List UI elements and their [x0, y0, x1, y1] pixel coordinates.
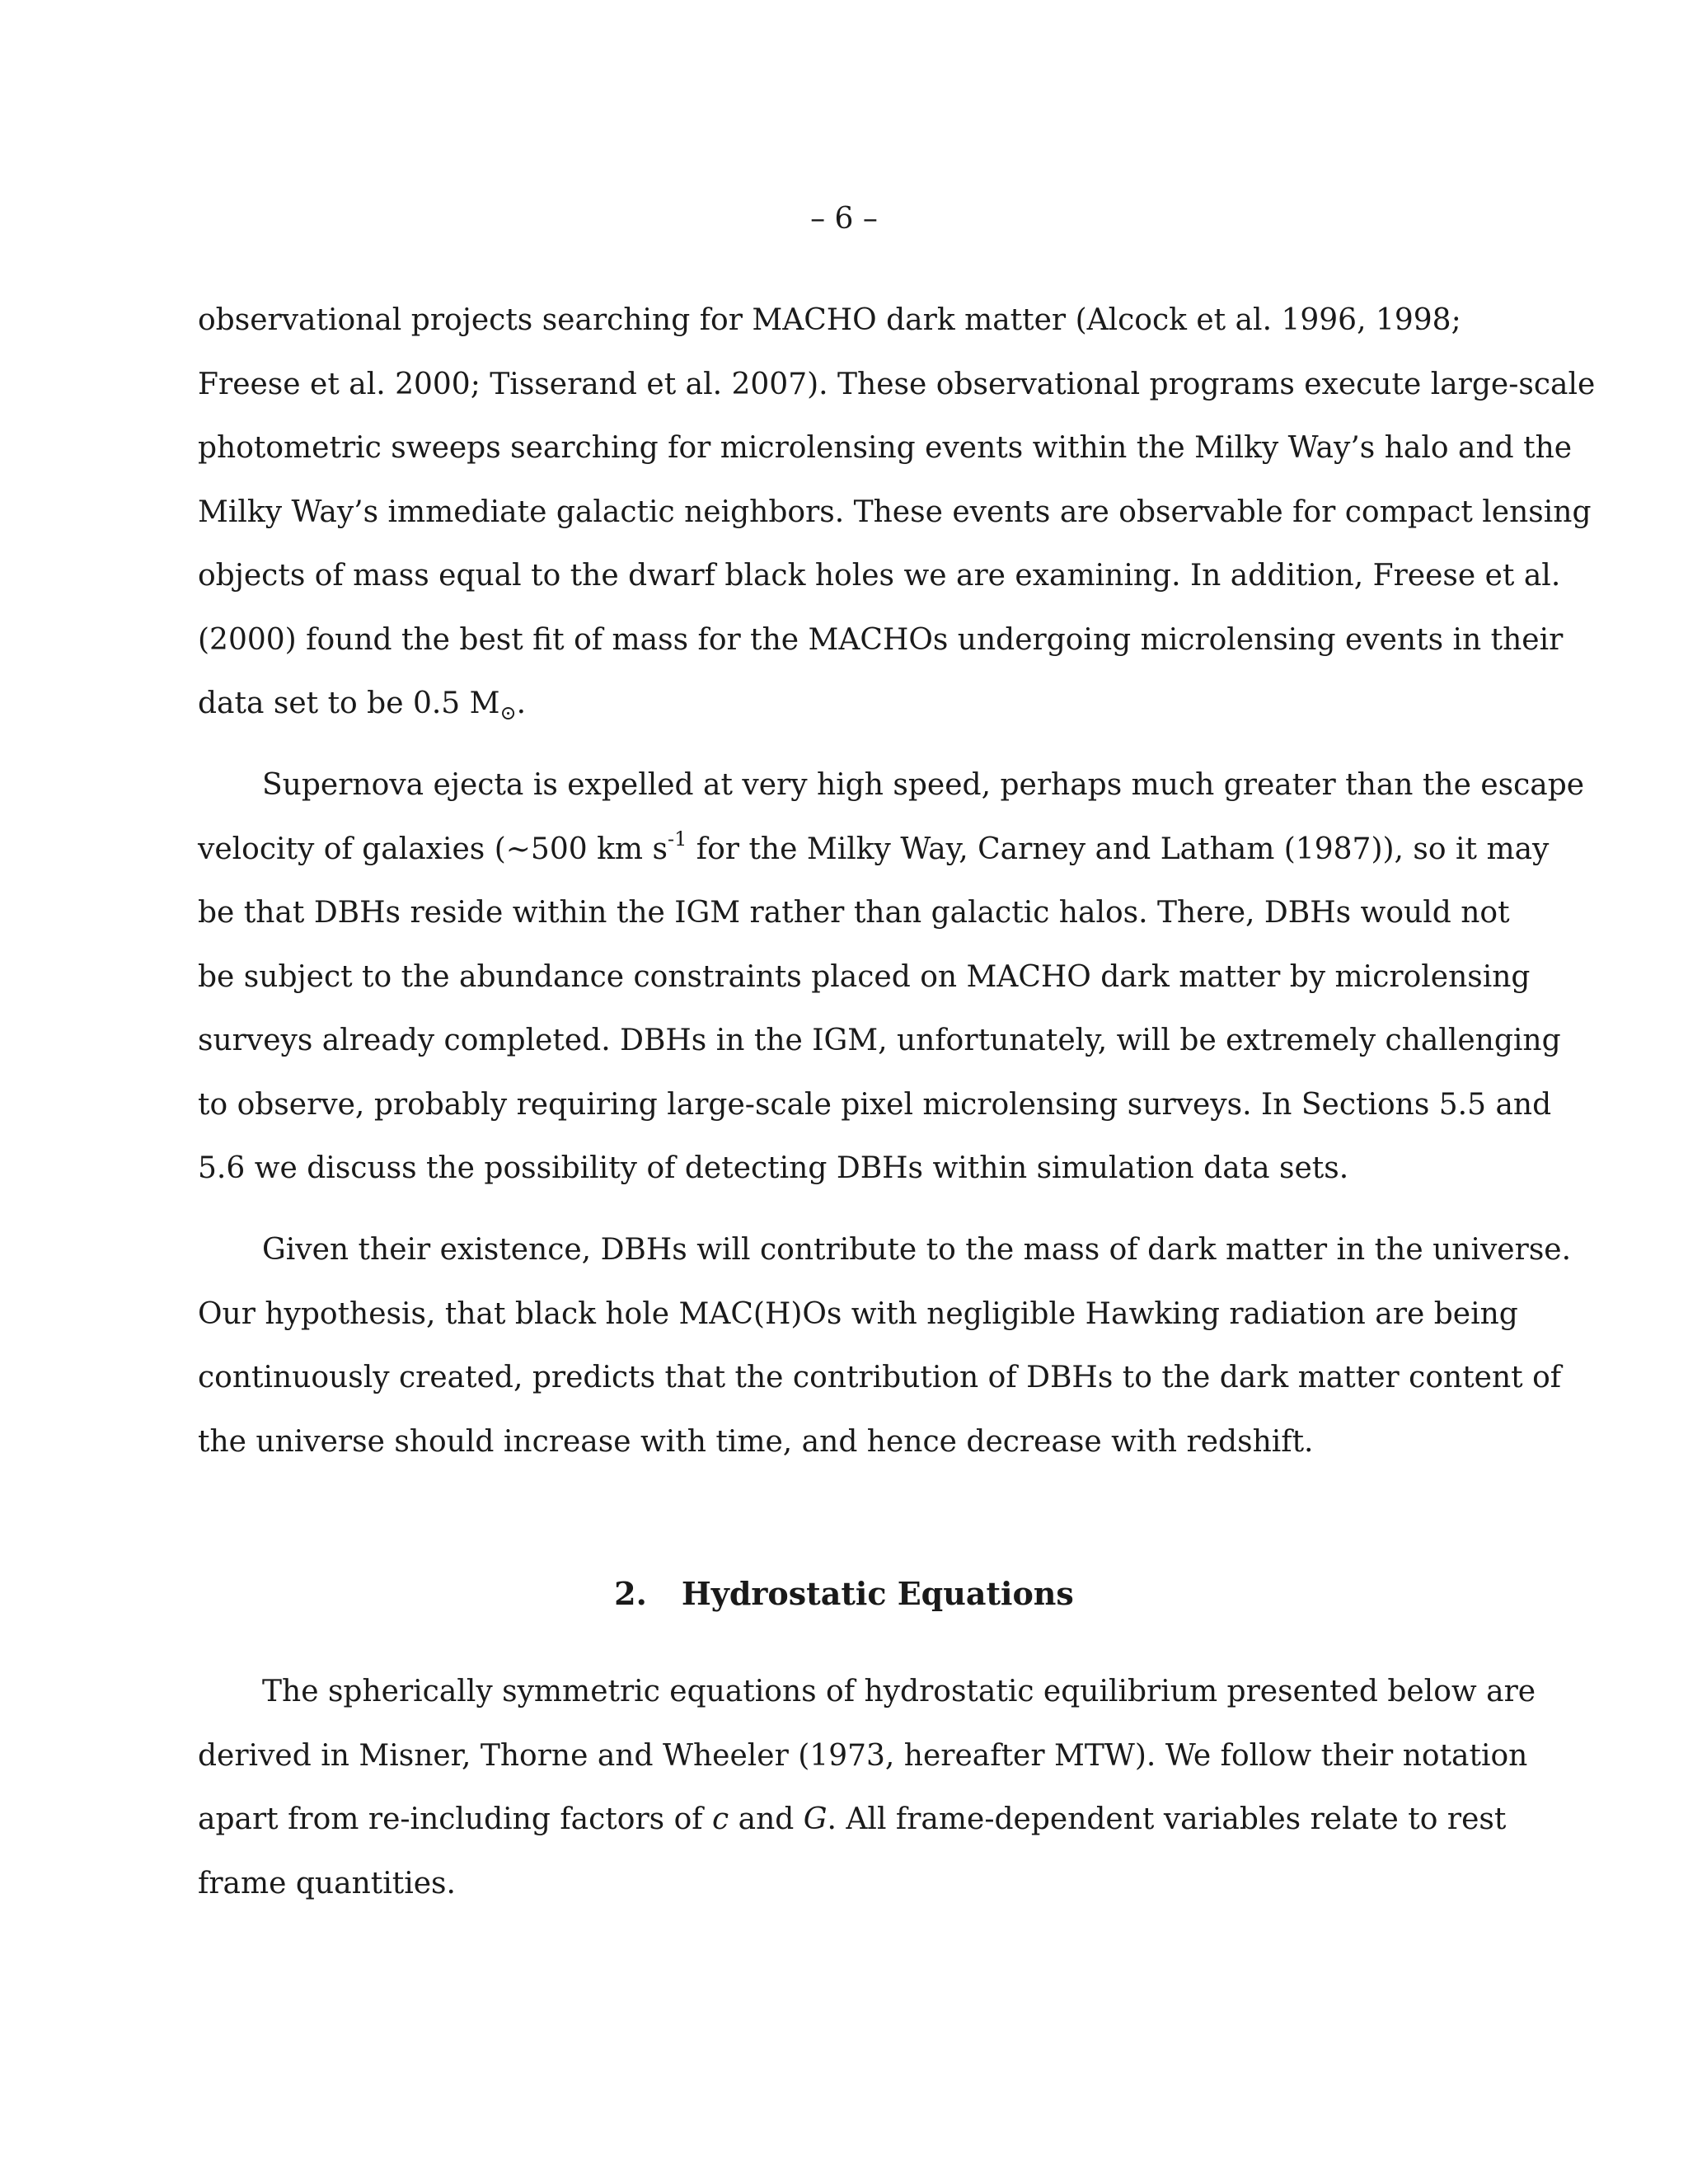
paragraph-line: observational projects searching for MACHO dark matter (Alcock et al. 1996, 1998; [198, 303, 1461, 337]
paragraph-line [198, 818, 1550, 882]
math-symbol-c: c [712, 1802, 729, 1836]
paragraph-line: derived in Misner, Thorne and Wheeler (1973, hereafter MTW). We follow their notation [198, 1738, 1528, 1773]
text-run: . [516, 687, 527, 720]
paragraph-line: Given their existence, DBHs will contribute to the mass of dark matter in the universe. [262, 1233, 1572, 1267]
paragraph-line: be subject to the abundance constraints placed on MACHO dark matter by microlensing [198, 959, 1531, 994]
page-number: – 6 – [810, 202, 878, 236]
text-run: data set to be 0.5 M [198, 687, 500, 720]
text-run: velocity of galaxies (∼500 km s [198, 832, 668, 866]
paragraph-line: Milky Way’s immediate galactic neighbors. These events are observable for compact lensing [198, 494, 1592, 529]
paragraph-line: Supernova ejecta is expelled at very high speed, perhaps much greater than the escape [262, 768, 1585, 802]
paragraph-4 [198, 1660, 1536, 1915]
section-heading [0, 1569, 1688, 1619]
paragraph-line: the universe should increase with time, and hence decrease with redshift. [198, 1424, 1314, 1459]
paragraph-line [198, 672, 1492, 736]
paragraph-3 [198, 1218, 1572, 1474]
paragraph-line: The spherically symmetric equations of hydrostatic equilibrium presented below are [262, 1675, 1536, 1708]
paragraph-line: frame quantities. [198, 1866, 456, 1900]
paragraph-line: surveys already completed. DBHs in the IGM, unfortunately, will be extremely challenging [198, 1024, 1561, 1057]
paragraph-line: photometric sweeps searching for microlensing events within the Milky Way’s halo and the [198, 431, 1573, 465]
paragraph-1 [198, 288, 1596, 736]
paragraph-line: continuously created, predicts that the contribution of DBHs to the dark matter content of [198, 1361, 1562, 1394]
exponent-superscript: -1 [667, 827, 687, 851]
paragraph-line [198, 1788, 1507, 1852]
text-run: apart from re-including factors of [198, 1802, 713, 1836]
paragraph-line: objects of mass equal to the dwarf black holes we are examining. In addition, Freese et al. [198, 559, 1561, 593]
paragraph-line: Our hypothesis, that black hole MAC(H)Os with negligible Hawking radiation are being [198, 1296, 1518, 1331]
paragraph-2 [198, 753, 1585, 1201]
text-run: and [729, 1802, 804, 1836]
section-number: 2. [614, 1575, 647, 1612]
text-run: . All frame-dependent variables relate to rest [827, 1802, 1507, 1836]
paragraph-line: be that DBHs reside within the IGM rather than galactic halos. There, DBHs would not [198, 896, 1510, 930]
solar-mass-subscript: ⊙ [499, 701, 517, 724]
paragraph-line: 5.6 we discuss the possibility of detecting DBHs within simulation data sets. [198, 1151, 1349, 1185]
text-run: for the Milky Way, Carney and Latham (1987)), so it may [687, 832, 1550, 866]
section-title: Hydrostatic Equations [681, 1575, 1074, 1612]
math-symbol-g: G [803, 1802, 828, 1836]
paragraph-line: Freese et al. 2000; Tisserand et al. 2007). These observational programs execute large-scale [198, 367, 1596, 401]
paragraph-line: to observe, probably requiring large-scale pixel microlensing surveys. In Sections 5.5 and [198, 1087, 1552, 1122]
paragraph-line: (2000) found the best fit of mass for the MACHOs undergoing microlensing events in their [198, 622, 1564, 657]
